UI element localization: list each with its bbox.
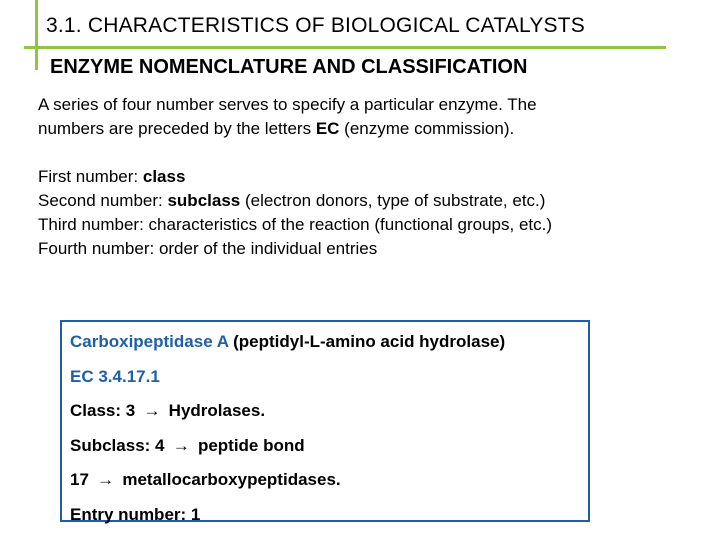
ec-number-text: EC 3.4.17.1 — [70, 366, 160, 386]
accent-horizontal-bar — [24, 46, 666, 49]
intro-line-2-pre: numbers are preceded by the letters — [38, 119, 316, 138]
subclass-line — [70, 436, 588, 471]
second-label: Second number: — [38, 191, 168, 210]
first-label: First number: — [38, 167, 143, 186]
subclass-post: peptide bond — [193, 435, 305, 455]
second-bold: subclass — [167, 191, 241, 210]
second-rest: (electron donors, type of substrate, etc.) — [240, 191, 546, 210]
class-line — [70, 401, 588, 436]
class-post: Hydrolases. — [163, 401, 266, 420]
fourth-label: Fourth number: order of the individual entries — [38, 239, 378, 258]
third-pre: 17 — [70, 470, 94, 489]
class-pre: Class: 3 — [70, 401, 140, 420]
intro-line-2-post: (enzyme commission). — [339, 119, 515, 138]
rightwards-arrow-icon: → — [97, 470, 115, 489]
body-text — [38, 93, 708, 261]
first-bold: class — [142, 167, 186, 186]
entry-line: Entry number: 1 — [70, 504, 201, 524]
third-post: metallocarboxypeptidases. — [117, 470, 341, 489]
example-box — [60, 320, 590, 522]
slide-title: 3.1. CHARACTERISTICS OF BIOLOGICAL CATALYSTS — [46, 14, 585, 37]
intro-line-1: A series of four number serves to specify a particular enzyme. The — [38, 95, 537, 114]
rightwards-arrow-icon: → — [172, 435, 190, 455]
number-line-first — [38, 165, 708, 189]
systematic-name: (peptidyl-L-amino acid hydrolase) — [228, 332, 506, 351]
slide-subtitle: ENZYME NOMENCLATURE AND CLASSIFICATION — [50, 56, 528, 78]
number-line-second — [38, 189, 708, 213]
intro-line-2 — [38, 117, 708, 141]
enzyme-name: Carboxipeptidase A — [70, 332, 229, 351]
third-number-line — [70, 470, 588, 505]
example-enzyme-line — [70, 332, 588, 367]
ec-abbreviation: EC — [315, 119, 340, 138]
rightwards-arrow-icon: → — [143, 401, 161, 420]
number-line-fourth — [38, 237, 708, 261]
ec-number — [70, 367, 588, 402]
subclass-pre: Subclass: 4 — [70, 435, 170, 455]
number-line-third — [38, 213, 708, 237]
accent-vertical-bar — [35, 0, 38, 70]
third-label: Third number: characteristics of the reaction (functional groups, etc.) — [38, 215, 553, 234]
